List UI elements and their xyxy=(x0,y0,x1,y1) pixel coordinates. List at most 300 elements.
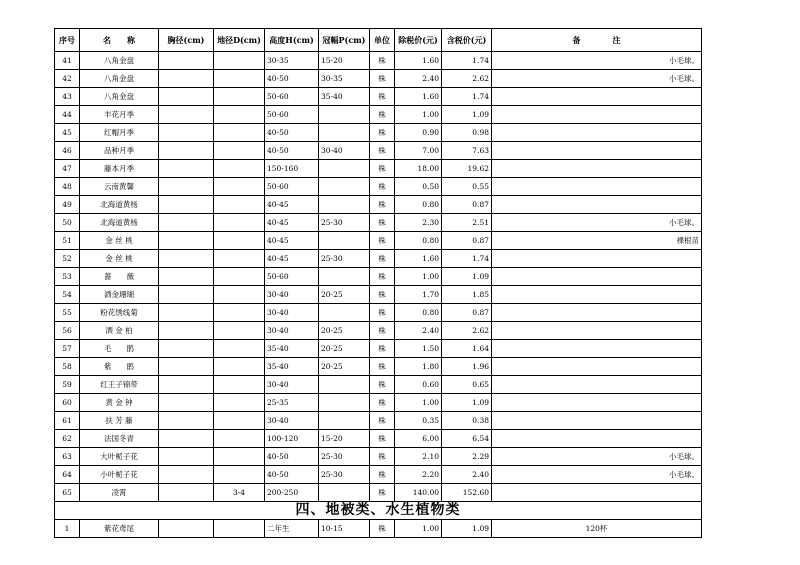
cell-name: 金 丝 桃 xyxy=(80,250,159,268)
cell-price-pretax: 0.90 xyxy=(395,124,442,142)
cell-ground-diameter xyxy=(214,142,265,160)
cell-no: 56 xyxy=(55,322,80,340)
cell-remarks xyxy=(492,358,702,376)
cell-crown xyxy=(319,124,370,142)
cell-price-pretax: 1.70 xyxy=(395,286,442,304)
cell-name: 小叶栀子花 xyxy=(80,466,159,484)
table-row xyxy=(55,88,702,106)
cell-unit: 株 xyxy=(370,412,395,430)
cell-height: 30-40 xyxy=(265,412,319,430)
cell-height: 50-60 xyxy=(265,106,319,124)
cell-name: 洒金珊瑚 xyxy=(80,286,159,304)
cell-unit: 株 xyxy=(370,250,395,268)
cell-name: 品种月季 xyxy=(80,142,159,160)
cell-price-pretax: 1.00 xyxy=(395,268,442,286)
table-row xyxy=(55,250,702,268)
cell-price-taxed: 152.60 xyxy=(442,484,492,502)
cell-no: 65 xyxy=(55,484,80,502)
col-header-height: 高度H(cm) xyxy=(265,29,319,52)
col-header-remarks: 备 注 xyxy=(492,29,702,52)
cell-price-pretax: 1.80 xyxy=(395,358,442,376)
col-header-price-taxed: 含税价(元) xyxy=(442,29,492,52)
cell-price-taxed: 19.62 xyxy=(442,160,492,178)
cell-price-pretax: 7.00 xyxy=(395,142,442,160)
cell-height: 30-40 xyxy=(265,376,319,394)
cell-name: 紫 鹃 xyxy=(80,358,159,376)
cell-remarks xyxy=(492,124,702,142)
cell-price-taxed: 1.09 xyxy=(442,520,492,538)
cell-name: 法国冬青 xyxy=(80,430,159,448)
cell-name: 蔷 薇 xyxy=(80,268,159,286)
table-row xyxy=(55,70,702,88)
cell-name: 洒 金 柏 xyxy=(80,322,159,340)
cell-unit: 株 xyxy=(370,232,395,250)
cell-price-taxed: 0.87 xyxy=(442,232,492,250)
cell-unit: 株 xyxy=(370,160,395,178)
cell-unit: 株 xyxy=(370,52,395,70)
cell-dbh xyxy=(159,124,214,142)
table-body xyxy=(55,52,702,502)
cell-name: 毛 鹃 xyxy=(80,340,159,358)
cell-height: 40-50 xyxy=(265,448,319,466)
cell-crown: 20-25 xyxy=(319,340,370,358)
cell-price-pretax: 0.80 xyxy=(395,196,442,214)
cell-price-pretax: 2.40 xyxy=(395,322,442,340)
cell-dbh xyxy=(159,466,214,484)
cell-unit: 株 xyxy=(370,376,395,394)
table-row xyxy=(55,466,702,484)
cell-no: 48 xyxy=(55,178,80,196)
cell-price-taxed: 2.40 xyxy=(442,466,492,484)
cell-crown: 20-25 xyxy=(319,286,370,304)
cell-dbh xyxy=(159,88,214,106)
cell-dbh xyxy=(159,160,214,178)
col-header-crown: 冠幅P(cm) xyxy=(319,29,370,52)
cell-remarks xyxy=(492,268,702,286)
cell-unit: 株 xyxy=(370,304,395,322)
table-row xyxy=(55,448,702,466)
cell-price-taxed: 2.51 xyxy=(442,214,492,232)
cell-crown xyxy=(319,412,370,430)
cell-dbh xyxy=(159,250,214,268)
price-table xyxy=(54,28,702,538)
cell-dbh xyxy=(159,232,214,250)
cell-crown xyxy=(319,484,370,502)
cell-ground-diameter xyxy=(214,466,265,484)
section-header-row xyxy=(55,502,702,520)
cell-height: 35-40 xyxy=(265,340,319,358)
cell-dbh xyxy=(159,178,214,196)
cell-ground-diameter xyxy=(214,124,265,142)
cell-remarks: 小毛球。 xyxy=(492,70,702,88)
cell-dbh xyxy=(159,376,214,394)
cell-name: 北海道黄杨 xyxy=(80,214,159,232)
cell-price-pretax: 140.00 xyxy=(395,484,442,502)
cell-height: 150-160 xyxy=(265,160,319,178)
cell-unit: 株 xyxy=(370,178,395,196)
cell-unit: 株 xyxy=(370,124,395,142)
cell-name: 云南黄馨 xyxy=(80,178,159,196)
cell-crown: 25-30 xyxy=(319,214,370,232)
cell-price-pretax: 0.80 xyxy=(395,304,442,322)
cell-crown: 15-20 xyxy=(319,430,370,448)
cell-price-pretax: 18.00 xyxy=(395,160,442,178)
table-row xyxy=(55,124,702,142)
cell-remarks xyxy=(492,304,702,322)
cell-crown: 30-35 xyxy=(319,70,370,88)
table-row xyxy=(55,142,702,160)
cell-crown: 25-30 xyxy=(319,250,370,268)
table-row xyxy=(55,286,702,304)
col-header-dbh: 胸径(cm) xyxy=(159,29,214,52)
cell-ground-diameter xyxy=(214,70,265,88)
cell-price-pretax: 1.60 xyxy=(395,88,442,106)
cell-price-taxed: 0.55 xyxy=(442,178,492,196)
cell-price-taxed: 6.54 xyxy=(442,430,492,448)
cell-no: 53 xyxy=(55,268,80,286)
cell-height: 30-35 xyxy=(265,52,319,70)
cell-no: 45 xyxy=(55,124,80,142)
cell-remarks xyxy=(492,394,702,412)
table-row xyxy=(55,340,702,358)
cell-price-taxed: 0.87 xyxy=(442,196,492,214)
cell-height: 40-45 xyxy=(265,214,319,232)
cell-no: 43 xyxy=(55,88,80,106)
cell-price-pretax: 2.20 xyxy=(395,466,442,484)
cell-name: 藤本月季 xyxy=(80,160,159,178)
cell-dbh xyxy=(159,304,214,322)
cell-price-taxed: 1.09 xyxy=(442,106,492,124)
table-row xyxy=(55,394,702,412)
cell-dbh xyxy=(159,340,214,358)
cell-height: 30-40 xyxy=(265,304,319,322)
cell-ground-diameter xyxy=(214,520,265,538)
cell-ground-diameter xyxy=(214,52,265,70)
cell-dbh xyxy=(159,358,214,376)
cell-name: 红帽月季 xyxy=(80,124,159,142)
cell-unit: 株 xyxy=(370,448,395,466)
cell-price-taxed: 1.74 xyxy=(442,250,492,268)
cell-dbh xyxy=(159,106,214,124)
cell-no: 47 xyxy=(55,160,80,178)
cell-price-pretax: 2.40 xyxy=(395,70,442,88)
cell-height: 25-35 xyxy=(265,394,319,412)
table-row xyxy=(55,214,702,232)
cell-dbh xyxy=(159,286,214,304)
cell-price-pretax: 0.60 xyxy=(395,376,442,394)
table-row xyxy=(55,430,702,448)
cell-no: 41 xyxy=(55,52,80,70)
cell-no: 55 xyxy=(55,304,80,322)
cell-price-taxed: 2.62 xyxy=(442,322,492,340)
col-header-no: 序号 xyxy=(55,29,80,52)
cell-name: 北海道黄杨 xyxy=(80,196,159,214)
cell-crown xyxy=(319,376,370,394)
cell-unit: 株 xyxy=(370,430,395,448)
cell-dbh xyxy=(159,484,214,502)
cell-price-taxed: 7.63 xyxy=(442,142,492,160)
cell-remarks: 小毛球。 xyxy=(492,214,702,232)
cell-no: 42 xyxy=(55,70,80,88)
cell-remarks xyxy=(492,322,702,340)
cell-crown: 25-30 xyxy=(319,448,370,466)
cell-ground-diameter xyxy=(214,214,265,232)
cell-crown: 20-25 xyxy=(319,322,370,340)
col-header-ground-diameter: 地径D(cm) xyxy=(214,29,265,52)
cell-remarks xyxy=(492,376,702,394)
table-row xyxy=(55,376,702,394)
cell-price-pretax: 0.80 xyxy=(395,232,442,250)
cell-price-taxed: 1.85 xyxy=(442,286,492,304)
cell-no: 1 xyxy=(55,520,80,538)
cell-dbh xyxy=(159,52,214,70)
cell-dbh xyxy=(159,70,214,88)
cell-remarks xyxy=(492,250,702,268)
cell-height: 40-45 xyxy=(265,232,319,250)
table-row xyxy=(55,412,702,430)
cell-price-taxed: 1.09 xyxy=(442,394,492,412)
section-title: 四、地被类、水生植物类 xyxy=(55,502,702,520)
cell-name: 大叶栀子花 xyxy=(80,448,159,466)
cell-name: 紫花鸢尾 xyxy=(80,520,159,538)
cell-remarks xyxy=(492,88,702,106)
cell-unit: 株 xyxy=(370,70,395,88)
cell-dbh xyxy=(159,214,214,232)
cell-no: 61 xyxy=(55,412,80,430)
cell-remarks xyxy=(492,412,702,430)
cell-remarks xyxy=(492,484,702,502)
cell-price-taxed: 2.62 xyxy=(442,70,492,88)
cell-unit: 株 xyxy=(370,196,395,214)
cell-remarks: 小毛球。 xyxy=(492,466,702,484)
cell-crown xyxy=(319,196,370,214)
cell-unit: 株 xyxy=(370,142,395,160)
cell-unit: 株 xyxy=(370,322,395,340)
cell-price-pretax: 1.00 xyxy=(395,394,442,412)
table-row xyxy=(55,322,702,340)
cell-unit: 株 xyxy=(370,484,395,502)
cell-no: 46 xyxy=(55,142,80,160)
cell-ground-diameter xyxy=(214,232,265,250)
cell-ground-diameter xyxy=(214,376,265,394)
cell-crown: 35-40 xyxy=(319,88,370,106)
cell-height: 40-45 xyxy=(265,250,319,268)
cell-crown: 25-30 xyxy=(319,466,370,484)
cell-height: 40-50 xyxy=(265,142,319,160)
cell-name: 丰花月季 xyxy=(80,106,159,124)
cell-dbh xyxy=(159,142,214,160)
table-row xyxy=(55,106,702,124)
table-row xyxy=(55,196,702,214)
cell-height: 40-50 xyxy=(265,466,319,484)
cell-height: 35-40 xyxy=(265,358,319,376)
cell-price-pretax: 0.35 xyxy=(395,412,442,430)
cell-name: 金 丝 桃 xyxy=(80,232,159,250)
cell-price-pretax: 1.60 xyxy=(395,52,442,70)
cell-no: 59 xyxy=(55,376,80,394)
cell-crown xyxy=(319,394,370,412)
cell-price-pretax: 6.00 xyxy=(395,430,442,448)
col-header-unit: 单位 xyxy=(370,29,395,52)
cell-crown xyxy=(319,304,370,322)
cell-ground-diameter xyxy=(214,160,265,178)
cell-name: 扶 芳 藤 xyxy=(80,412,159,430)
cell-remarks xyxy=(492,142,702,160)
cell-price-taxed: 1.09 xyxy=(442,268,492,286)
cell-ground-diameter xyxy=(214,106,265,124)
cell-no: 60 xyxy=(55,394,80,412)
cell-ground-diameter xyxy=(214,250,265,268)
cell-unit: 株 xyxy=(370,214,395,232)
cell-ground-diameter xyxy=(214,340,265,358)
cell-height: 40-50 xyxy=(265,70,319,88)
col-header-price-pretax: 除税价(元) xyxy=(395,29,442,52)
cell-ground-diameter xyxy=(214,322,265,340)
cell-remarks xyxy=(492,160,702,178)
cell-height: 30-40 xyxy=(265,322,319,340)
cell-unit: 株 xyxy=(370,394,395,412)
cell-name: 红王子锦带 xyxy=(80,376,159,394)
cell-unit: 株 xyxy=(370,466,395,484)
table-row xyxy=(55,178,702,196)
cell-height: 50-60 xyxy=(265,178,319,196)
cell-no: 51 xyxy=(55,232,80,250)
cell-unit: 株 xyxy=(370,88,395,106)
table-row xyxy=(55,484,702,502)
cell-dbh xyxy=(159,196,214,214)
table-row xyxy=(55,358,702,376)
cell-price-taxed: 1.74 xyxy=(442,88,492,106)
cell-ground-diameter xyxy=(214,196,265,214)
cell-price-pretax: 1.00 xyxy=(395,520,442,538)
cell-price-taxed: 2.29 xyxy=(442,448,492,466)
cell-ground-diameter: 3-4 xyxy=(214,484,265,502)
cell-ground-diameter xyxy=(214,88,265,106)
cell-no: 44 xyxy=(55,106,80,124)
cell-name: 八角金盘 xyxy=(80,88,159,106)
cell-price-taxed: 1.64 xyxy=(442,340,492,358)
cell-no: 50 xyxy=(55,214,80,232)
cell-ground-diameter xyxy=(214,268,265,286)
table-row xyxy=(55,268,702,286)
cell-remarks xyxy=(492,178,702,196)
cell-no: 54 xyxy=(55,286,80,304)
cell-remarks: 120杯 xyxy=(492,520,702,538)
cell-height: 40-45 xyxy=(265,196,319,214)
cell-price-taxed: 0.38 xyxy=(442,412,492,430)
cell-remarks: 小毛球。 xyxy=(492,52,702,70)
cell-name: 八角金盘 xyxy=(80,52,159,70)
table-row xyxy=(55,52,702,70)
cell-no: 62 xyxy=(55,430,80,448)
cell-price-pretax: 1.00 xyxy=(395,106,442,124)
cell-crown: 10-15 xyxy=(319,520,370,538)
cell-remarks xyxy=(492,340,702,358)
cell-unit: 株 xyxy=(370,268,395,286)
cell-height: 30-40 xyxy=(265,286,319,304)
cell-ground-diameter xyxy=(214,286,265,304)
cell-name: 凌霄 xyxy=(80,484,159,502)
cell-ground-diameter xyxy=(214,178,265,196)
cell-ground-diameter xyxy=(214,448,265,466)
cell-height: 50-60 xyxy=(265,268,319,286)
cell-crown: 20-25 xyxy=(319,358,370,376)
table-row xyxy=(55,304,702,322)
cell-price-pretax: 1.50 xyxy=(395,340,442,358)
cell-unit: 株 xyxy=(370,286,395,304)
cell-dbh xyxy=(159,394,214,412)
cell-remarks xyxy=(492,430,702,448)
cell-dbh xyxy=(159,322,214,340)
cell-height: 200-250 xyxy=(265,484,319,502)
col-header-name: 名 称 xyxy=(80,29,159,52)
cell-dbh xyxy=(159,520,214,538)
cell-no: 58 xyxy=(55,358,80,376)
cell-height: 40-50 xyxy=(265,124,319,142)
cell-crown xyxy=(319,232,370,250)
cell-crown xyxy=(319,160,370,178)
cell-unit: 株 xyxy=(370,358,395,376)
cell-remarks xyxy=(492,106,702,124)
section-body xyxy=(55,502,702,538)
cell-ground-diameter xyxy=(214,358,265,376)
cell-no: 49 xyxy=(55,196,80,214)
cell-no: 63 xyxy=(55,448,80,466)
cell-dbh xyxy=(159,412,214,430)
cell-name: 粉花绣线菊 xyxy=(80,304,159,322)
cell-crown: 15-20 xyxy=(319,52,370,70)
cell-height: 100-120 xyxy=(265,430,319,448)
cell-no: 57 xyxy=(55,340,80,358)
cell-unit: 株 xyxy=(370,340,395,358)
cell-price-pretax: 1.60 xyxy=(395,250,442,268)
cell-price-taxed: 0.65 xyxy=(442,376,492,394)
cell-ground-diameter xyxy=(214,394,265,412)
cell-price-pretax: 0.50 xyxy=(395,178,442,196)
cell-crown xyxy=(319,178,370,196)
cell-crown: 30-40 xyxy=(319,142,370,160)
cell-height: 50-60 xyxy=(265,88,319,106)
cell-ground-diameter xyxy=(214,430,265,448)
cell-no: 52 xyxy=(55,250,80,268)
cell-remarks: 裸根苗 xyxy=(492,232,702,250)
cell-remarks xyxy=(492,196,702,214)
cell-ground-diameter xyxy=(214,412,265,430)
cell-price-taxed: 1.96 xyxy=(442,358,492,376)
cell-crown xyxy=(319,106,370,124)
table-row xyxy=(55,160,702,178)
cell-remarks: 小毛球。 xyxy=(492,448,702,466)
cell-crown xyxy=(319,268,370,286)
cell-price-taxed: 0.87 xyxy=(442,304,492,322)
cell-price-taxed: 1.74 xyxy=(442,52,492,70)
cell-price-pretax: 2.30 xyxy=(395,214,442,232)
cell-dbh xyxy=(159,268,214,286)
cell-unit: 株 xyxy=(370,106,395,124)
cell-name: 八角金盘 xyxy=(80,70,159,88)
cell-ground-diameter xyxy=(214,304,265,322)
cell-dbh xyxy=(159,430,214,448)
cell-no: 64 xyxy=(55,466,80,484)
cell-name: 黄 金 钟 xyxy=(80,394,159,412)
cell-price-pretax: 2.10 xyxy=(395,448,442,466)
cell-remarks xyxy=(492,286,702,304)
table-row xyxy=(55,520,702,538)
table-row xyxy=(55,232,702,250)
cell-unit: 株 xyxy=(370,520,395,538)
cell-height: 二年生 xyxy=(265,520,319,538)
cell-price-taxed: 0.98 xyxy=(442,124,492,142)
